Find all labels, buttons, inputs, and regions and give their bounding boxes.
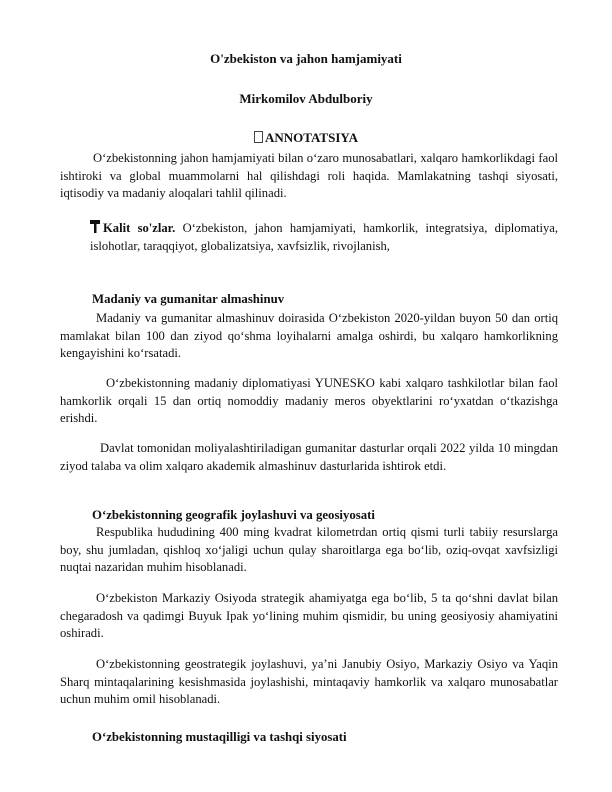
missing-glyph-icon [254,131,263,143]
cultural-paragraph-2: O‘zbekistonning madaniy diplomatiyasi YUNESKO kabi xalqaro tashkilotlar bilan faol hamkorlik orqali 15 dan ortiq nomoddiy madaniy meros obyektlarini ro‘yxatdan o‘tkazishga erishdi. [60,376,558,425]
section-heading-cultural: Madaniy va gumanitar almashinuv [92,292,285,306]
section-heading-geo: O‘zbekistonning geografik joylashuvi va geosiyosati [92,508,375,522]
geo-paragraph-1: Respublika hududining 400 ming kvadrat kilometrdan ortiq qismi turli tabiiy resurslarga boy, shu jumladan, qishloq xo‘jaligi uchun qulay sharoitlarga ega bo‘lib, oziq-ovqat xavfsizligi nuqtai nazaridan muhim hisoblanadi. [60,525,558,574]
key-marker-icon [90,220,100,233]
document-title: O'zbekiston va jahon hamjamiyati [210,51,402,66]
annotation-paragraph: O‘zbekistonning jahon hamjamiyati bilan o‘zaro munosabatlari, xalqaro hamkorlikdagi faol ishtiroki va global muammolarni hal qilishdagi roli haqida. Mamlakatning tashqi siyosati, iqtisodiy va madaniy aloqalari tahlil qilinadi. [60,151,558,200]
annotation-heading [0,130,612,146]
section-heading-independence: O‘zbekistonning mustaqilligi va tashqi siyosati [92,730,347,744]
cultural-paragraph-1: Madaniy va gumanitar almashinuv doirasida O‘zbekiston 2020-yildan buyon 50 dan ortiq mamlakat bilan 100 dan ziyod qo‘shma loyihalarni amalga oshirdi, bu xalqaro hamkorlikning kengayishini ko‘rsatadi. [60,311,558,360]
keywords-text: O‘zbekiston, jahon hamjamiyati, hamkorlik, integratsiya, diplomatiya, islohotlar, taraqqiyot, globalizatsiya, xavfsizlik, rivojlanish, [90,221,558,253]
keywords-paragraph [60,220,558,255]
geo-paragraph-2: O‘zbekiston Markaziy Osiyoda strategik ahamiyatga ega bo‘lib, 5 ta qo‘shni davlat bilan chegaradosh va qadimgi Buyuk Ipak yo‘lining muhim qismidir, bu uning geosiyosiy ahamiyatini oshiradi. [60,591,558,640]
keywords-label: Kalit so'zlar. [103,221,176,235]
geo-paragraph-3: O‘zbekistonning geostrategik joylashuvi, ya’ni Janubiy Osiyo, Markaziy Osiyo va Yaqin Sharq mintaqalarining kesishmasida joylashishi, mintaqaviy hamkorlik va xalqaro munosabatlar uchun muhim omil hisoblanadi. [60,657,558,706]
author-name: Mirkomilov Abdulboriy [239,91,373,106]
annotation-heading-text: ANNOTATSIYA [265,130,358,145]
cultural-paragraph-3: Davlat tomonidan moliyalashtiriladigan gumanitar dasturlar orqali 2022 yilda 10 mingdan ziyod talaba va olim xalqaro akademik almashinuv dasturlarida ishtirok etdi. [60,441,558,473]
